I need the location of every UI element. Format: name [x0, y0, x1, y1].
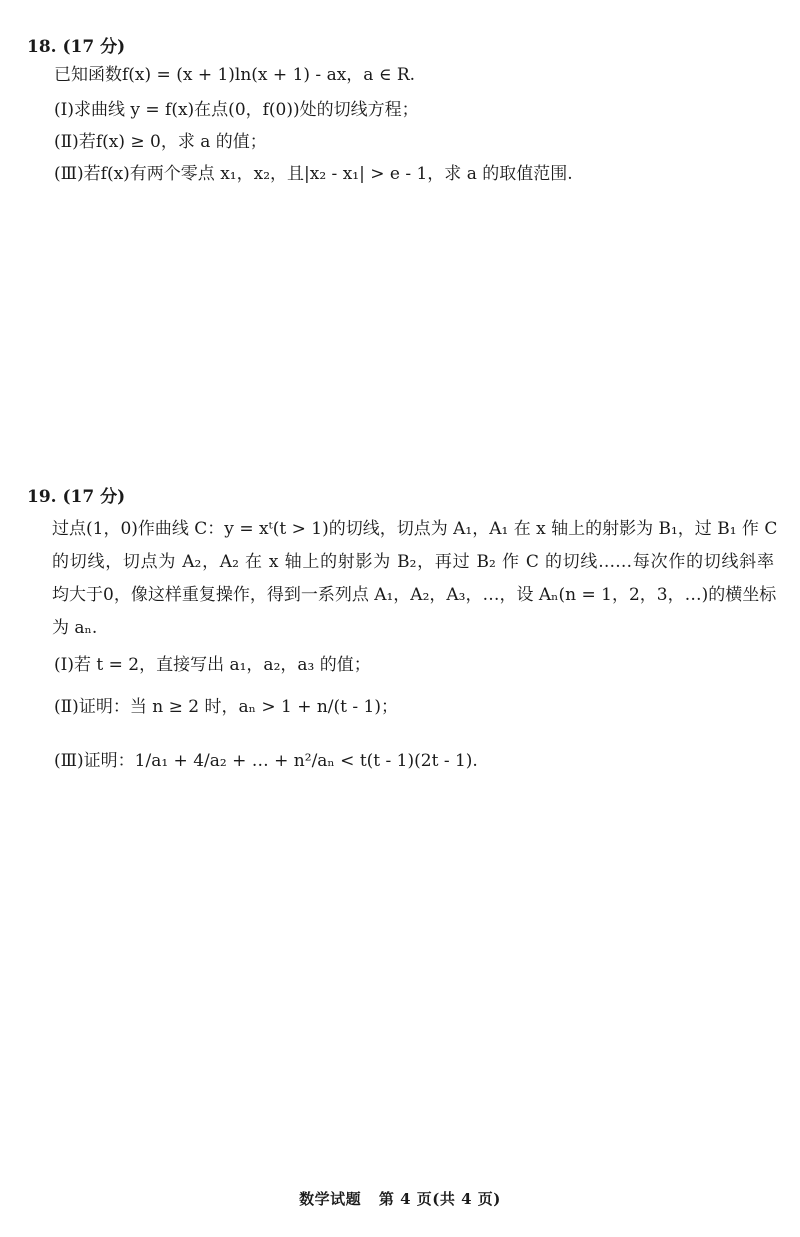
q18-part1: (Ⅰ)求曲线 y = f(x)在点(0，f(0))处的切线方程； [54, 100, 419, 120]
q19-part3: (Ⅲ)证明：1/a₁ + 4/a₂ + … + n²/aₙ < t(t - 1)(2t - 1). [54, 751, 478, 771]
q18-part3: (Ⅲ)若f(x)有两个零点 x₁，x₂，且|x₂ - x₁| > e - 1，求 a 的取值范围. [54, 164, 573, 184]
q19-part1: (Ⅰ)若 t = 2，直接写出 a₁，a₂，a₃ 的值； [54, 655, 371, 675]
q19-header: 19. (17 分) [27, 487, 126, 507]
q19-stem-line-4: 为 aₙ. [52, 618, 98, 638]
q18-stem: 已知函数f(x) = (x + 1)ln(x + 1) - ax，a ∈ R. [54, 65, 416, 85]
q19-stem-line-1: 过点(1，0)作曲线 C：y = xᵗ(t > 1)的切线，切点为 A₁，A₁ 在 x 轴上的射影为 B₁，过 B₁ 作 C [52, 519, 778, 539]
q19-part2: (Ⅱ)证明：当 n ≥ 2 时，aₙ > 1 + n/(t - 1)； [54, 697, 398, 717]
footer-page-number: 第 4 页(共 4 页) [378, 1190, 501, 1208]
page-footer [0, 1188, 800, 1209]
q18-header: 18. (17 分) [27, 37, 126, 57]
q19-stem-line-3: 均大于0，像这样重复操作，得到一系列点 A₁，A₂，A₃，…，设 Aₙ(n = 1，2，3，…)的横坐标 [52, 585, 777, 605]
q18-part2: (Ⅱ)若f(x) ≥ 0，求 a 的值； [54, 132, 267, 152]
footer-subject: 数学试题 [299, 1190, 362, 1208]
q19-stem-line-2: 的切线，切点为 A₂，A₂ 在 x 轴上的射影为 B₂，再过 B₂ 作 C 的切线……每次作的切线斜率 [52, 552, 774, 572]
